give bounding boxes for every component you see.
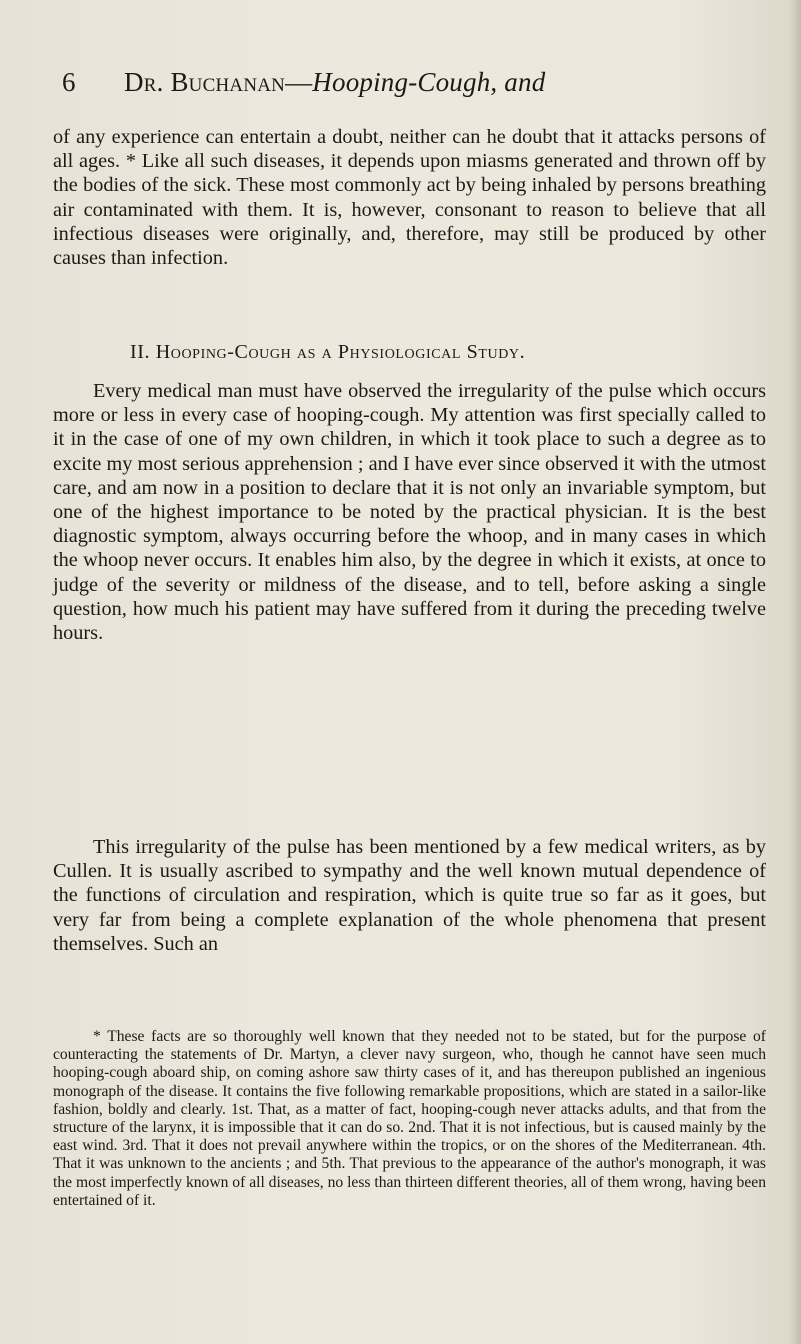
section-heading: II. Hooping-Cough as a Physiological Study. [130, 341, 526, 363]
running-head-separator: — [285, 67, 313, 97]
footnote: * These facts are so thoroughly well known that they needed not to be stated, but for the purpose of counteracting the statements of Dr. Martyn, a clever navy surgeon, who, though he cannot have seen much hooping-cough aboard ship, on coming ashore saw thirty cases of it, and has thereupon published an ingenious monograph of the disease. It contains the five following remarkable propositions, which are stated in a sailor-like fashion, boldly and clearly. 1st. That, as a matter of fact, hooping-cough never attacks adults, and that from the structure of the larynx, it is impossible that it can do so. 2nd. That it is not infectious, but is caused mainly by the east wind. 3rd. That it does not prevail anywhere within the tropics, or on the shores of the Mediterranean. 4th. That it was unknown to the ancients ; and 5th. That previous to the appearance of the author's monograph, it was the most imperfectly known of all diseases, no less than thirteen different theories, all of them wrong, having been entertained of it. [53, 1028, 766, 1209]
page-number: 6 [62, 67, 76, 97]
paragraph-continuation: of any experience can entertain a doubt, neither can he doubt that it attacks persons of all ages. * Like all such diseases, it depends upon miasms generated and thrown off by the bodies of the sick. These most commonly act by being inhaled by persons breathing air contaminated with them. It is, however, consonant to reason to believe that all infectious diseases were originally, and, therefore, may still be produced by other causes than infection. [53, 126, 766, 270]
running-head-subject: Hooping-Cough, and [312, 67, 546, 97]
running-head [62, 62, 761, 102]
running-head-author: Dr. Buchanan [124, 67, 286, 97]
paragraph-medical-writers: This irregularity of the pulse has been mentioned by a few medical writers, as by Cullen. It is usually ascribed to sympathy and the well known mutual dependence of the functions of circulation and respiration, which is quite true so far as it goes, but very far from being a complete explanation of the whole phenomena that present themselves. Such an [53, 836, 766, 955]
paragraph-pulse-irregularity: Every medical man must have observed the irregularity of the pulse which occurs more or less in every case of hooping-cough. My attention was first specially called to it in the case of one of my own children, in which it took place to such a degree as to excite my most serious apprehension ; and I have ever since observed it with the utmost care, and am now in a position to declare that it is not only an invariable symptom, but one of the highest importance to be noted by the practical physician. It is the best diagnostic symptom, always occurring before the whoop, and in many cases in which the whoop never occurs. It enables him also, by the degree in which it exists, at once to judge of the severity or mildness of the disease, and to tell, before asking a single question, how much his patient may have suffered from it during the preceding twelve hours. [53, 380, 766, 645]
running-title [124, 62, 545, 102]
page-edge-shadow [789, 0, 801, 1344]
